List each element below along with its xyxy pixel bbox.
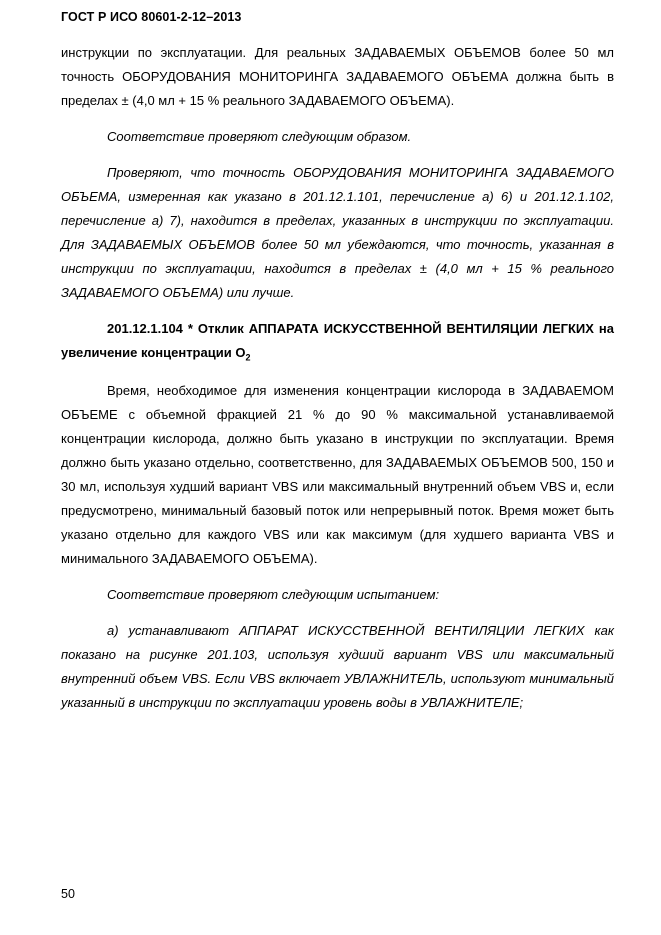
page-body <box>61 41 614 715</box>
oxygen-subscript: 2 <box>245 352 251 363</box>
page-number: 50 <box>61 887 75 901</box>
compliance-statement: Соответствие проверяют следующим образом. <box>107 129 412 144</box>
section-heading <box>61 317 614 370</box>
test-step-a: а) устанавливают АППАРАТ ИСКУССТВЕННОЙ ВЕНТИЛЯЦИИ ЛЕГКИХ как показано на рисунке 201.103, используя худший вариант VBS или максимальный внутренний объем VBS. Если VBS включает УВЛАЖНИТЕЛЬ, используют минимальный указанный в инструкции по эксплуатации уровень воды в УВЛАЖНИТЕЛЕ; <box>61 622 614 710</box>
verification-paragraph: Проверяют, что точность ОБОРУДОВАНИЯ МОНИТОРИНГА ЗАДАВАЕМОГО ОБЪЕМА, измеренная как указано в 201.12.1.101, перечисление а) 6) и 201.12.1.102, перечисление а) 7), находится в пределах, указанных в инструкции по эксплуатации. Для ЗАДАВАЕМЫХ ОБЪЕМОВ более 50 мл убеждаются, что точность, указанная в инструкции по эксплуатации, находится в пределах ± (4,0 мл + 15 % реального ЗАДАВАЕМОГО ОБЪЕМА) или лучше. <box>61 165 614 300</box>
compliance-test-statement: Соответствие проверяют следующим испытанием: <box>107 586 440 602</box>
requirement-paragraph: Время, необходимое для изменения концентрации кислорода в ЗАДАВАЕМОМ ОБЪЕМЕ с объемной фракцией 21 % до 90 % максимальной устанавливаемой концентрации кислорода, должно быть указано в инструкции по эксплуатации. Время должно быть указано отдельно, соответственно, для ЗАДАВАЕМЫХ ОБЪЕМОВ 500, 150 и 30 мл, используя худший вариант VBS или максимальный внутренний объем VBS и, если предусмотрено, минимальный базовый поток или непрерывный поток. Время может быть указано отдельно для каждого VBS или как максимум (для худшего варианта VBS и минимального ЗАДАВАЕМОГО ОБЪЕМА). <box>61 382 614 566</box>
section-heading-text: 201.12.1.104 * Отклик АППАРАТА ИСКУССТВЕННОЙ ВЕНТИЛЯЦИИ ЛЕГКИХ на увеличение концентрации O <box>61 321 614 360</box>
paragraph-continuation: инструкции по эксплуатации. Для реальных ЗАДАВАЕМЫХ ОБЪЕМОВ более 50 мл точность ОБОРУДОВАНИЯ МОНИТОРИНГА ЗАДАВАЕМОГО ОБЪЕМА должна быть в пределах ± (4,0 мл + 15 % реального ЗАДАВАЕМОГО ОБЪЕМА). <box>61 45 614 108</box>
document-header: ГОСТ Р ИСО 80601-2-12–2013 <box>61 10 242 24</box>
